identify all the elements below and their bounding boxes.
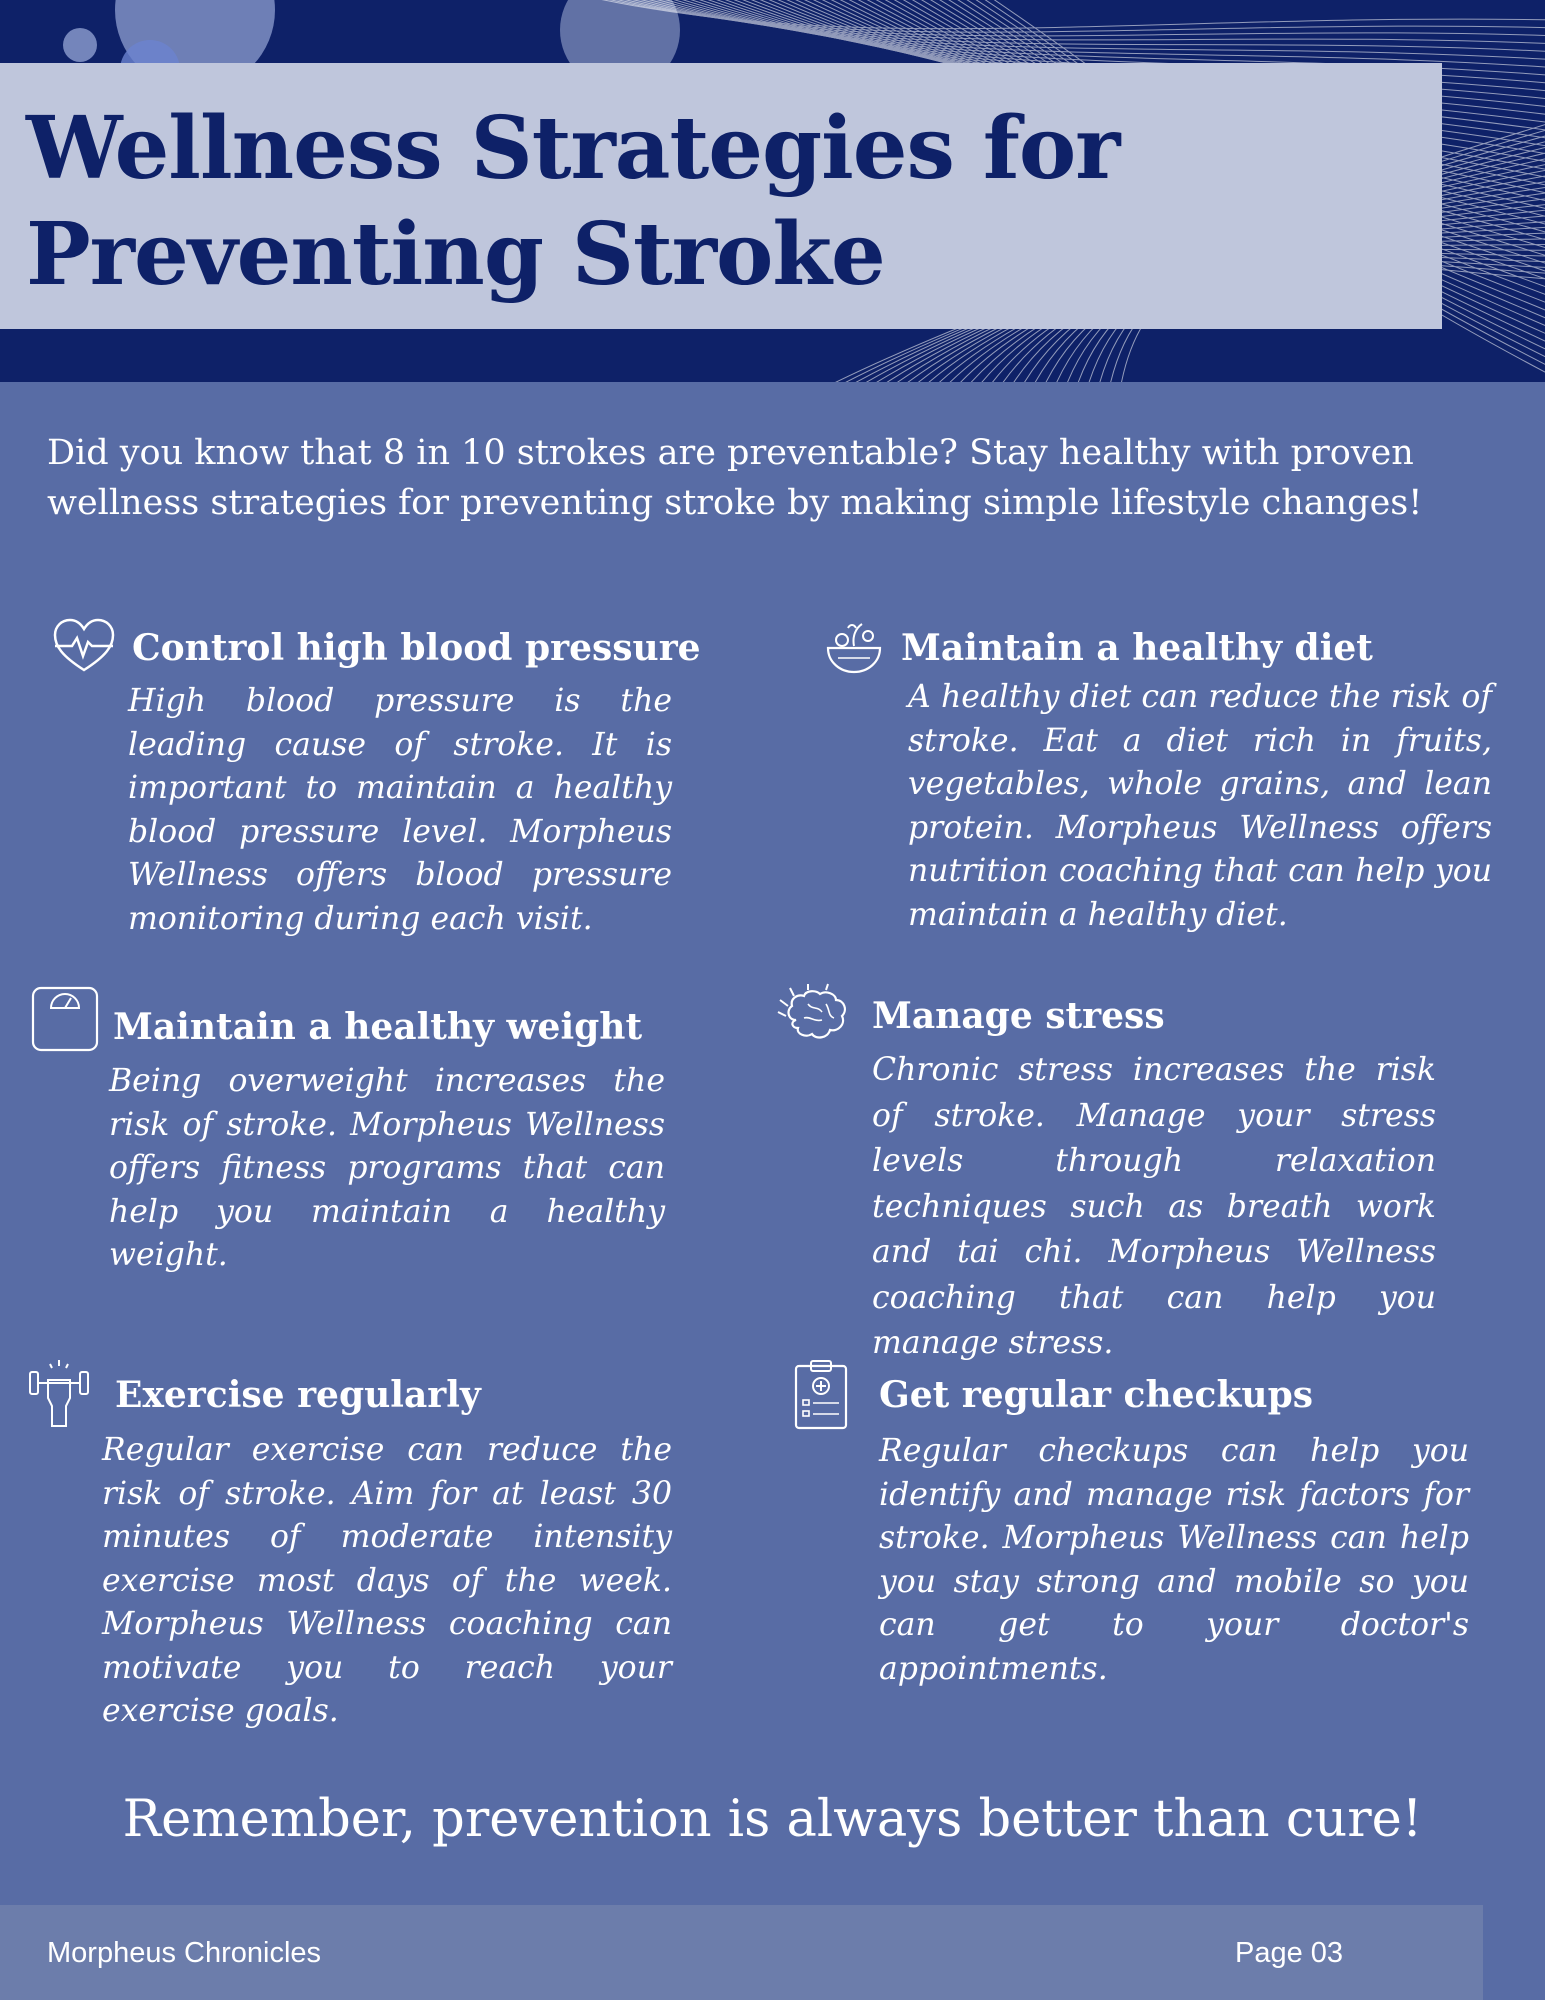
heart-pulse-icon <box>52 616 116 676</box>
section-body: Being overweight increases the risk of stroke. Morpheus Wellness offers fitness programs that can help you maintain a healthy weight. <box>109 1063 665 1273</box>
section-body: High blood pressure is the leading cause of stroke. It is important to maintain a healthy blood pressure level. Morpheus Wellness offers blood pressure monitoring during each visit. <box>128 683 672 937</box>
section-title: Maintain a healthy diet <box>901 627 1373 669</box>
section-title: Get regular checkups <box>879 1374 1314 1416</box>
section-title: Manage stress <box>872 995 1165 1037</box>
closing-statement: Remember, prevention is always better than cure! <box>122 1790 1423 1849</box>
dumbbell-hand-icon <box>24 1358 94 1428</box>
section-title: Maintain a healthy weight <box>113 1006 643 1048</box>
section-title: Control high blood pressure <box>132 627 701 669</box>
section-body: Regular exercise can reduce the risk of stroke. Aim for at least 30 minutes of moderate intensity exercise most days of the week. Morpheus Wellness coaching can motivate you to reach your exercise goals. <box>102 1432 672 1729</box>
header-banner <box>0 0 1545 382</box>
footer-page-number: Page 03 <box>1235 1937 1344 1969</box>
section-body: Chronic stress increases the risk of stroke. Manage your stress levels through relaxation techniques such as breath work and tai chi. Morpheus Wellness coaching that can help you manage stress. <box>872 1052 1436 1361</box>
stressed-brain-icon <box>774 982 860 1048</box>
footer-publication: Morpheus Chronicles <box>47 1937 322 1969</box>
intro-text: Did you know that 8 in 10 strokes are preventable? Stay healthy with proven wellness strategies for preventing stroke by making simple lifestyle changes! <box>47 433 1423 523</box>
page-title: Wellness Strategies for Preventing Stroke <box>26 98 1120 305</box>
section-body: A healthy diet can reduce the risk of stroke. Eat a diet rich in fruits, vegetables, whole grains, and lean protein. Morpheus Wellness offers nutrition coaching that can help you maintain a healthy diet. <box>908 679 1492 933</box>
salad-bowl-icon <box>824 618 884 676</box>
medical-clipboard-icon <box>793 1360 849 1430</box>
weight-scale-icon <box>31 984 99 1052</box>
section-title: Exercise regularly <box>115 1374 481 1416</box>
section-body: Regular checkups can help you identify and manage risk factors for stroke. Morpheus Wellness can help you stay strong and mobile so you can get to your doctor's appointments. <box>879 1433 1469 1687</box>
